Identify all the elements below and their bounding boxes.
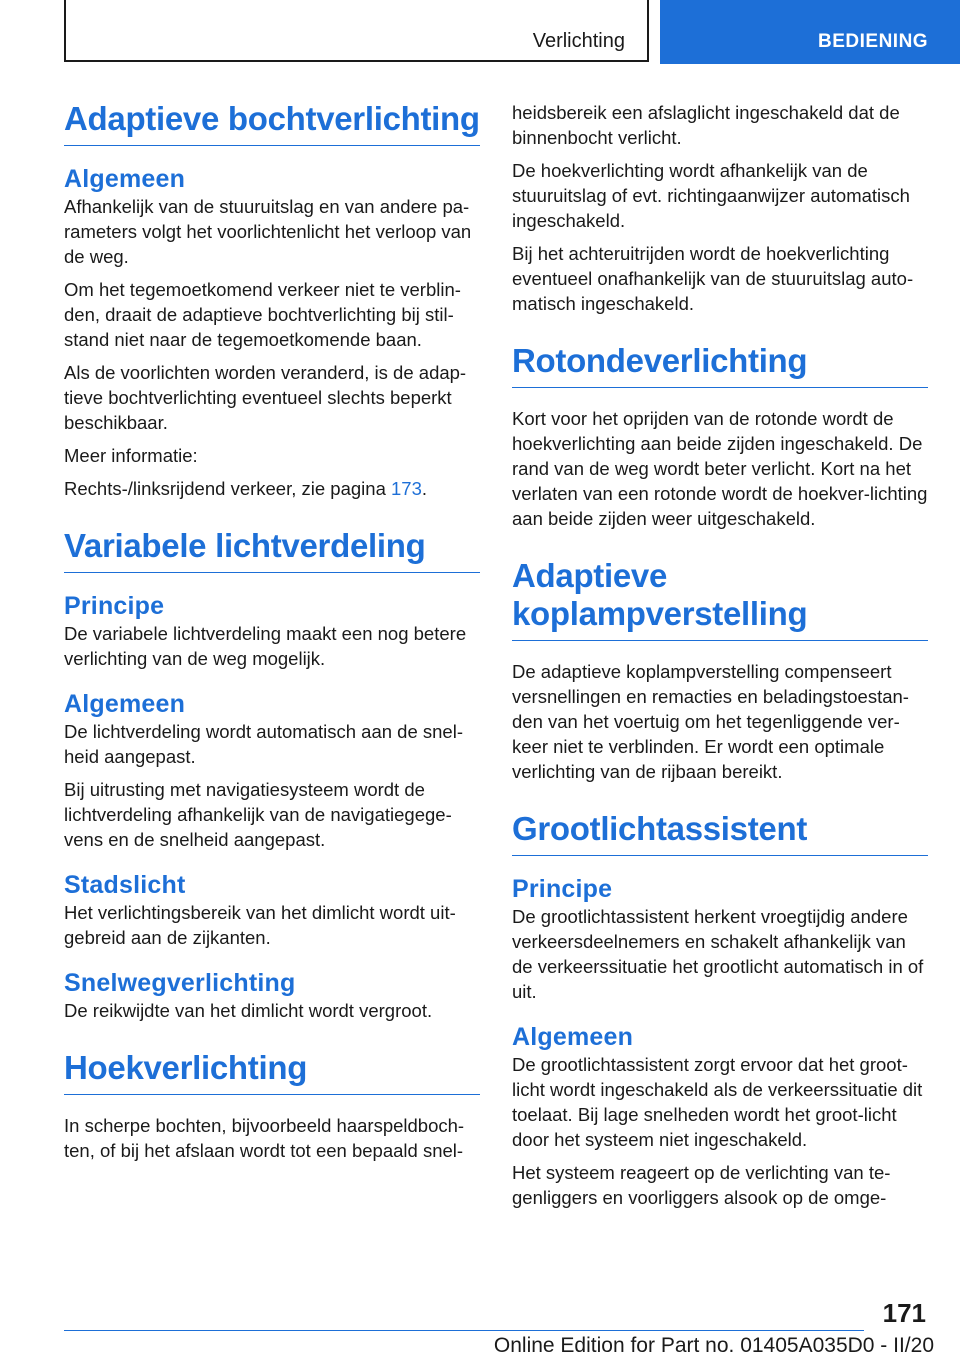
- heading-line: koplampverstelling: [512, 595, 808, 632]
- subheading-algemeen: Algemeen: [512, 1023, 634, 1051]
- page-header: [0, 0, 960, 66]
- paragraph: De reikwijdte van het dimlicht wordt vergroot.: [64, 1000, 433, 1021]
- section-tab: [64, 0, 649, 62]
- paragraph: Meer informatie:: [64, 445, 198, 466]
- paragraph: Als de voorlichten worden veranderd, is de adap-tieve bochtverlichting eventueel slechts beperkt beschikbaar.: [64, 362, 467, 433]
- paragraph: De grootlichtassistent zorgt ervoor dat het groot-licht wordt ingeschakeld als de verkeerssituatie dit toelaat. Bij lage snelheden wordt het groot-licht door het systeem niet ingeschakeld.: [512, 1054, 923, 1150]
- subheading-stadslicht: Stadslicht: [64, 871, 186, 899]
- paragraph: De grootlichtassistent herkent vroegtijdig andere verkeersdeelnemers en schakelt afhankelijk van de verkeerssituatie het grootlicht automatisch in of uit.: [512, 906, 924, 1002]
- section-heading-hoekverlichting: Hoekverlichting: [64, 1049, 480, 1095]
- subheading-principe: Principe: [512, 875, 613, 903]
- heading-line: Adaptieve: [512, 557, 668, 594]
- left-column: [64, 100, 480, 1171]
- page-number: 171: [882, 1298, 926, 1328]
- section-heading-variabele-lichtverdeling: Variabele lichtverdeling: [64, 527, 480, 573]
- subheading-snelwegverlichting: Snelwegverlichting: [64, 969, 296, 997]
- paragraph: In scherpe bochten, bijvoorbeeld haarspeldboch-ten, of bij het afslaan wordt tot een bepaald snel-: [64, 1115, 465, 1161]
- subheading-algemeen: Algemeen: [64, 165, 186, 193]
- page-link-173[interactable]: 173: [391, 478, 422, 499]
- paragraph: De lichtverdeling wordt automatisch aan de snel-heid aangepast.: [64, 721, 463, 767]
- paragraph: Het verlichtingsbereik van het dimlicht wordt uit-gebreid aan de zijkanten.: [64, 902, 456, 948]
- reference-end: .: [421, 478, 428, 499]
- subheading-algemeen: Algemeen: [64, 690, 186, 718]
- section-heading-rotondeverlichting: Rotondeverlichting: [512, 342, 928, 388]
- paragraph: Bij uitrusting met navigatiesysteem wordt de lichtverdeling afhankelijk van de navigatiegege-vens en de snelheid aangepast.: [64, 779, 452, 850]
- section-heading-grootlichtassistent: Grootlichtassistent: [512, 810, 928, 856]
- paragraph: De adaptieve koplampverstelling compenseert versnellingen en remacties en beladingstoestan-den van het voertuig om het tegenliggende ver-keer niet te verblinden. Er wordt een optimale verlichting van de rijbaan bereikt.: [512, 661, 909, 782]
- paragraph: Bij het achteruitrijden wordt de hoekverlichting eventueel onafhankelijk van de stuuruitslag auto-matisch ingeschakeld.: [512, 243, 914, 314]
- chapter-title: BEDIENING: [818, 31, 929, 52]
- footer-divider: [64, 1330, 864, 1331]
- paragraph-reference: [64, 476, 480, 501]
- reference-text: Rechts-/linksrijdend verkeer, zie pagina: [64, 478, 391, 499]
- section-heading-adaptieve-koplampverstelling: [512, 557, 928, 641]
- paragraph: heidsbereik een afslaglicht ingeschakeld dat de binnenbocht verlicht.: [512, 102, 900, 148]
- paragraph: Kort voor het oprijden van de rotonde wordt de hoekverlichting aan beide zijden ingeschakeld. De rand van de weg wordt beter verlicht. Kort na het verlaten van een rotonde wordt de hoekver-lichting aan beide zijden weer uitgeschakeld.: [512, 408, 928, 529]
- paragraph: Afhankelijk van de stuuruitslag en van andere pa-rameters volgt het voorlichtenlicht het verloop van de weg.: [64, 196, 472, 267]
- footer-edition: Online Edition for Part no. 01405A035D0 - II/20: [493, 1334, 934, 1357]
- paragraph: De variabele lichtverdeling maakt een nog betere verlichting van de weg mogelijk.: [64, 623, 467, 669]
- paragraph: Om het tegemoetkomend verkeer niet te verblin-den, draait de adaptieve bochtverlichting bij stil-stand niet naar de tegemoetkomende baan.: [64, 279, 461, 350]
- section-heading-adaptieve-bochtverlichting: Adaptieve bochtverlichting: [64, 100, 480, 146]
- chapter-tab: [660, 0, 960, 64]
- section-title: Verlichting: [532, 30, 625, 52]
- paragraph: De hoekverlichting wordt afhankelijk van de stuuruitslag of evt. richtingaanwijzer automatisch ingeschakeld.: [512, 160, 910, 231]
- subheading-principe: Principe: [64, 592, 165, 620]
- right-column: [512, 100, 928, 1218]
- paragraph: Het systeem reageert op de verlichting van te-genliggers en voorliggers alsook op de omge-: [512, 1162, 891, 1208]
